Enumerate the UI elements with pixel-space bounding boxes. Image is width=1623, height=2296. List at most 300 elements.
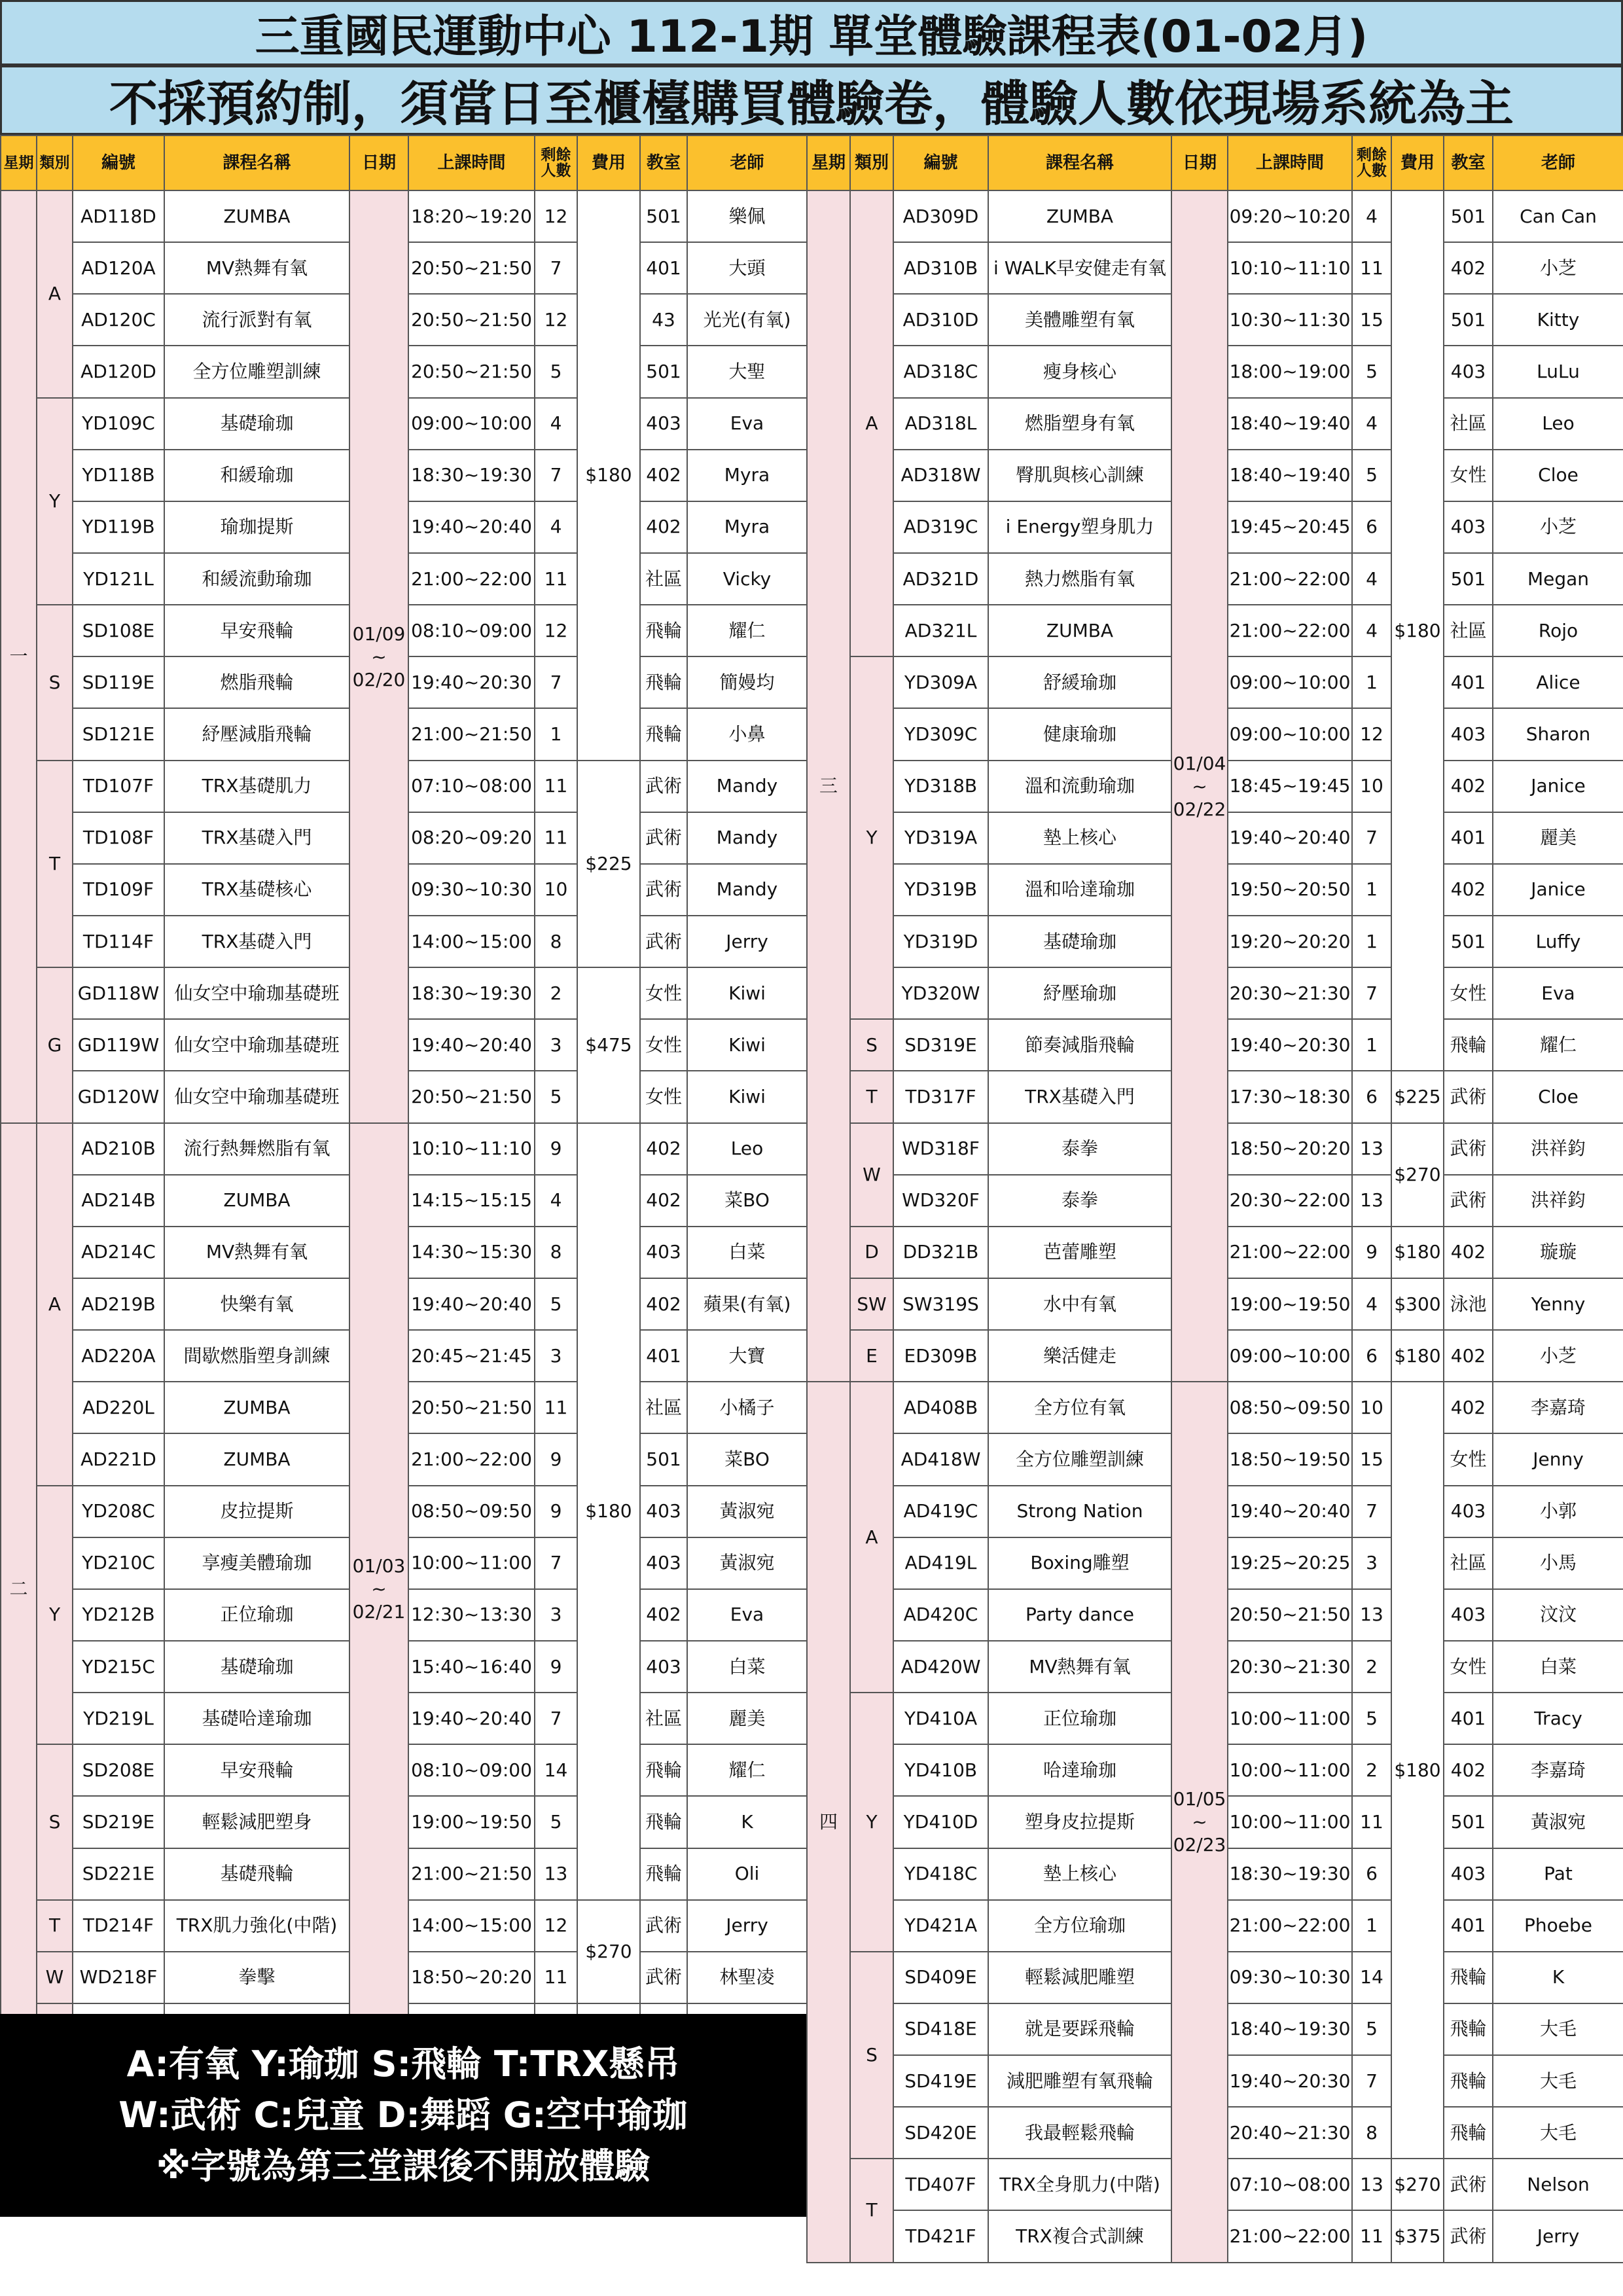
- course-name: TRX基礎入門: [164, 812, 349, 864]
- class-time: 19:00~19:50: [1228, 1278, 1352, 1330]
- col-day: 星期: [807, 135, 850, 190]
- remaining-count: 9: [535, 1486, 577, 1537]
- course-name: TRX基礎核心: [164, 864, 349, 916]
- course-code: YD215C: [73, 1641, 164, 1693]
- course-name: 早安飛輪: [164, 1744, 349, 1796]
- room-cell: 402: [1444, 761, 1493, 812]
- room-cell: 武術: [640, 916, 687, 967]
- course-name: 流行派對有氧: [164, 294, 349, 346]
- course-code: AD310D: [893, 294, 988, 346]
- teacher-cell: Kiwi: [687, 1019, 807, 1071]
- course-code: SD208E: [73, 1744, 164, 1796]
- course-name: Strong Nation: [988, 1486, 1171, 1537]
- course-name: 燃脂塑身有氧: [988, 398, 1171, 450]
- course-code: AD118D: [73, 190, 164, 242]
- room-cell: 社區: [1444, 398, 1493, 450]
- teacher-cell: Eva: [687, 398, 807, 450]
- remaining-count: 7: [1352, 1486, 1391, 1537]
- course-code: GD119W: [73, 1019, 164, 1071]
- fee-cell: $300: [1391, 1278, 1444, 1330]
- course-name: 全方位雕塑訓練: [988, 1433, 1171, 1485]
- col-time: 上課時間: [408, 135, 535, 190]
- remaining-count: 1: [535, 708, 577, 760]
- course-code: SD219E: [73, 1796, 164, 1848]
- room-cell: 女性: [1444, 1641, 1493, 1693]
- remaining-count: 4: [1352, 1278, 1391, 1330]
- room-cell: 402: [640, 1175, 687, 1227]
- teacher-cell: 蘋果(有氧): [687, 1278, 807, 1330]
- course-code: YD418C: [893, 1848, 988, 1900]
- remaining-count: 6: [1352, 501, 1391, 553]
- course-code: SD221E: [73, 1848, 164, 1900]
- class-time: 08:10~09:00: [408, 605, 535, 656]
- course-code: YD319D: [893, 916, 988, 967]
- remaining-count: 1: [1352, 916, 1391, 967]
- course-code: AD221D: [73, 1433, 164, 1485]
- remaining-count: 12: [535, 190, 577, 242]
- col-room: 教室: [1444, 135, 1493, 190]
- course-name: 熱力燃脂有氧: [988, 553, 1171, 605]
- course-name: 快樂有氧: [164, 1278, 349, 1330]
- remaining-count: 8: [535, 916, 577, 967]
- teacher-cell: 白菜: [687, 1641, 807, 1693]
- teacher-cell: 李嘉琦: [1493, 1382, 1623, 1433]
- teacher-cell: Mandy: [687, 761, 807, 812]
- teacher-cell: Jenny: [1493, 1433, 1623, 1485]
- class-time: 09:20~10:20: [1228, 190, 1352, 242]
- teacher-cell: 菜BO: [687, 1433, 807, 1485]
- remaining-count: 7: [535, 1693, 577, 1744]
- room-cell: 社區: [1444, 1537, 1493, 1589]
- course-name: ZUMBA: [164, 190, 349, 242]
- room-cell: 402: [1444, 242, 1493, 294]
- class-time: 19:40~20:30: [1228, 2055, 1352, 2107]
- course-code: SW319S: [893, 1278, 988, 1330]
- teacher-cell: 李嘉琦: [1493, 1744, 1623, 1796]
- date-range-cell: 01/04 ~ 02/22: [1171, 190, 1228, 1382]
- room-cell: 403: [640, 1486, 687, 1537]
- remaining-count: 7: [535, 242, 577, 294]
- course-code: SD419E: [893, 2055, 988, 2107]
- date-range-cell: 01/03 ~ 02/21: [349, 1123, 408, 2056]
- course-name: 基礎哈達瑜珈: [164, 1693, 349, 1744]
- course-code: AD419C: [893, 1486, 988, 1537]
- fee-cell: $475: [577, 967, 640, 1122]
- class-time: 18:30~19:30: [408, 450, 535, 501]
- room-cell: 403: [1444, 346, 1493, 397]
- teacher-cell: Mandy: [687, 864, 807, 916]
- room-cell: 武術: [640, 761, 687, 812]
- category-cell: Y: [37, 1486, 73, 1745]
- class-time: 09:00~10:00: [1228, 1330, 1352, 1382]
- category-cell: W: [850, 1123, 893, 1227]
- course-name: 健康瑜珈: [988, 708, 1171, 760]
- teacher-cell: 大聖: [687, 346, 807, 397]
- course-code: SD108E: [73, 605, 164, 656]
- course-name: 全方位瑜珈: [988, 1900, 1171, 1952]
- legend-line-3: ※字號為第三堂課後不開放體驗: [156, 2145, 651, 2187]
- course-name: 和緩瑜珈: [164, 450, 349, 501]
- class-time: 19:25~20:25: [1228, 1537, 1352, 1589]
- remaining-count: 12: [535, 1900, 577, 1952]
- class-time: 21:00~22:00: [1228, 605, 1352, 656]
- table-row: [807, 190, 1623, 242]
- course-code: TD421F: [893, 2210, 988, 2262]
- class-time: 19:40~20:30: [408, 656, 535, 708]
- category-cell: T: [850, 1071, 893, 1122]
- course-code: AD318L: [893, 398, 988, 450]
- fee-cell: $225: [1391, 1071, 1444, 1122]
- class-time: 19:40~20:40: [1228, 1486, 1352, 1537]
- remaining-count: 6: [1352, 1848, 1391, 1900]
- col-remaining: 剩餘人數: [535, 135, 577, 190]
- remaining-count: 1: [1352, 1019, 1391, 1071]
- teacher-cell: Luffy: [1493, 916, 1623, 967]
- category-cell: W: [37, 1952, 73, 2003]
- room-cell: 402: [640, 1589, 687, 1641]
- col-day: 星期: [1, 135, 37, 190]
- class-time: 10:00~11:00: [1228, 1796, 1352, 1848]
- room-cell: 女性: [640, 967, 687, 1019]
- course-name: 紓壓減脂飛輪: [164, 708, 349, 760]
- course-name: 芭蕾雕塑: [988, 1227, 1171, 1278]
- remaining-count: 3: [535, 1589, 577, 1641]
- teacher-cell: 耀仁: [687, 1744, 807, 1796]
- header-row: [1, 135, 807, 190]
- course-code: YD119B: [73, 501, 164, 553]
- col-code: 編號: [73, 135, 164, 190]
- course-code: TD407F: [893, 2159, 988, 2210]
- date-range-cell: 01/09 ~ 02/20: [349, 190, 408, 1123]
- category-cell: S: [850, 1952, 893, 2159]
- course-name: 墊上核心: [988, 1848, 1171, 1900]
- course-code: GD118W: [73, 967, 164, 1019]
- teacher-cell: Jerry: [1493, 2210, 1623, 2262]
- room-cell: 武術: [1444, 1071, 1493, 1122]
- course-name: 樂活健走: [988, 1330, 1171, 1382]
- remaining-count: 10: [1352, 761, 1391, 812]
- course-code: YD319A: [893, 812, 988, 864]
- remaining-count: 1: [1352, 864, 1391, 916]
- course-code: SD418E: [893, 2003, 988, 2055]
- class-time: 19:40~20:40: [408, 501, 535, 553]
- room-cell: 武術: [640, 812, 687, 864]
- class-time: 18:40~19:30: [1228, 2003, 1352, 2055]
- room-cell: 401: [1444, 1693, 1493, 1744]
- course-name: TRX基礎入門: [988, 1071, 1171, 1122]
- room-cell: 402: [1444, 1330, 1493, 1382]
- class-time: 21:00~22:00: [1228, 1227, 1352, 1278]
- class-time: 19:20~20:20: [1228, 916, 1352, 967]
- teacher-cell: Eva: [1493, 967, 1623, 1019]
- course-name: 減肥雕塑有氧飛輪: [988, 2055, 1171, 2107]
- remaining-count: 12: [535, 294, 577, 346]
- category-cell: S: [850, 1019, 893, 1071]
- course-name: ZUMBA: [164, 1433, 349, 1485]
- teacher-cell: Cloe: [1493, 450, 1623, 501]
- class-time: 08:20~09:20: [408, 812, 535, 864]
- class-time: 19:40~20:30: [1228, 1019, 1352, 1071]
- teacher-cell: Yenny: [1493, 1278, 1623, 1330]
- teacher-cell: 菜BO: [687, 1175, 807, 1227]
- class-time: 21:00~22:00: [1228, 2210, 1352, 2262]
- course-code: WD318F: [893, 1123, 988, 1175]
- course-code: AD120C: [73, 294, 164, 346]
- remaining-count: 5: [1352, 1693, 1391, 1744]
- fee-cell: $180: [577, 190, 640, 761]
- teacher-cell: 黃淑宛: [1493, 1796, 1623, 1848]
- course-name: 皮拉提斯: [164, 1486, 349, 1537]
- category-cell: A: [850, 1382, 893, 1693]
- fee-cell: $375: [1391, 2210, 1444, 2262]
- remaining-count: 7: [535, 450, 577, 501]
- teacher-cell: 林聖凌: [687, 1952, 807, 2003]
- col-category: 類別: [37, 135, 73, 190]
- class-time: 14:30~15:30: [408, 1227, 535, 1278]
- fee-cell: $270: [577, 1900, 640, 2003]
- remaining-count: 9: [535, 1433, 577, 1485]
- teacher-cell: Cloe: [1493, 1071, 1623, 1122]
- room-cell: 402: [640, 501, 687, 553]
- room-cell: 女性: [640, 1019, 687, 1071]
- teacher-cell: 小鼻: [687, 708, 807, 760]
- teacher-cell: 大毛: [1493, 2107, 1623, 2159]
- course-name: 燃脂飛輪: [164, 656, 349, 708]
- class-time: 09:30~10:30: [1228, 1952, 1352, 2003]
- room-cell: 403: [1444, 1486, 1493, 1537]
- room-cell: 社區: [640, 1693, 687, 1744]
- category-cell: D: [850, 1227, 893, 1278]
- room-cell: 501: [1444, 916, 1493, 967]
- class-time: 10:00~11:00: [408, 1537, 535, 1589]
- col-fee: 費用: [577, 135, 640, 190]
- fee-cell: $270: [1391, 1123, 1444, 1227]
- course-code: YD309C: [893, 708, 988, 760]
- course-name: 輕鬆減肥塑身: [164, 1796, 349, 1848]
- class-time: 09:00~10:00: [408, 398, 535, 450]
- course-name: 和緩流動瑜珈: [164, 553, 349, 605]
- course-name: 哈達瑜珈: [988, 1744, 1171, 1796]
- class-time: 18:45~19:45: [1228, 761, 1352, 812]
- room-cell: 女性: [1444, 1433, 1493, 1485]
- room-cell: 402: [1444, 1227, 1493, 1278]
- class-time: 15:40~16:40: [408, 1641, 535, 1693]
- course-name: 正位瑜珈: [988, 1693, 1171, 1744]
- teacher-cell: 璇璇: [1493, 1227, 1623, 1278]
- category-cell: A: [850, 190, 893, 656]
- teacher-cell: 大毛: [1493, 2003, 1623, 2055]
- remaining-count: 6: [1352, 1071, 1391, 1122]
- remaining-count: 5: [535, 346, 577, 397]
- teacher-cell: 洪祥鈞: [1493, 1175, 1623, 1227]
- room-cell: 403: [640, 398, 687, 450]
- room-cell: 女性: [1444, 450, 1493, 501]
- course-code: SD409E: [893, 1952, 988, 2003]
- col-teacher: 老師: [1493, 135, 1623, 190]
- teacher-cell: Janice: [1493, 864, 1623, 916]
- course-name: MV熱舞有氧: [164, 242, 349, 294]
- remaining-count: 11: [535, 812, 577, 864]
- col-teacher: 老師: [687, 135, 807, 190]
- room-cell: 武術: [640, 864, 687, 916]
- course-name: i WALK早安健走有氧: [988, 242, 1171, 294]
- teacher-cell: 光光(有氧): [687, 294, 807, 346]
- remaining-count: 5: [1352, 2003, 1391, 2055]
- teacher-cell: Leo: [1493, 398, 1623, 450]
- fee-cell: $180: [1391, 1227, 1444, 1278]
- teacher-cell: Myra: [687, 501, 807, 553]
- class-time: 21:00~22:00: [408, 1433, 535, 1485]
- teacher-cell: 麗美: [687, 1693, 807, 1744]
- course-name: MV熱舞有氧: [164, 1227, 349, 1278]
- course-code: TD214F: [73, 1900, 164, 1952]
- category-cell: E: [850, 1330, 893, 1382]
- room-cell: 武術: [1444, 1123, 1493, 1175]
- teacher-cell: Jerry: [687, 1900, 807, 1952]
- course-code: GD120W: [73, 1071, 164, 1122]
- course-code: YD421A: [893, 1900, 988, 1952]
- course-code: AD318C: [893, 346, 988, 397]
- teacher-cell: Vicky: [687, 553, 807, 605]
- remaining-count: 13: [1352, 1123, 1391, 1175]
- teacher-cell: K: [687, 1796, 807, 1848]
- room-cell: 401: [1444, 656, 1493, 708]
- course-code: AD319C: [893, 501, 988, 553]
- room-cell: 501: [640, 346, 687, 397]
- teacher-cell: 白菜: [1493, 1641, 1623, 1693]
- course-code: ED309B: [893, 1330, 988, 1382]
- course-code: AD220A: [73, 1330, 164, 1382]
- col-date: 日期: [1171, 135, 1228, 190]
- room-cell: 403: [1444, 501, 1493, 553]
- teacher-cell: 小橘子: [687, 1382, 807, 1433]
- course-name: 美體雕塑有氧: [988, 294, 1171, 346]
- schedule-table-left: [0, 135, 808, 2056]
- course-name: ZUMBA: [988, 605, 1171, 656]
- room-cell: 402: [640, 450, 687, 501]
- course-code: YD320W: [893, 967, 988, 1019]
- course-code: SD420E: [893, 2107, 988, 2159]
- course-name: MV熱舞有氧: [988, 1641, 1171, 1693]
- remaining-count: 15: [1352, 294, 1391, 346]
- class-time: 08:50~09:50: [408, 1486, 535, 1537]
- remaining-count: 7: [535, 656, 577, 708]
- teacher-cell: 白菜: [687, 1227, 807, 1278]
- course-name: 我最輕鬆飛輪: [988, 2107, 1171, 2159]
- class-time: 18:00~19:00: [1228, 346, 1352, 397]
- teacher-cell: 小芝: [1493, 242, 1623, 294]
- room-cell: 武術: [1444, 2159, 1493, 2210]
- fee-cell: $225: [577, 761, 640, 968]
- class-time: 20:30~22:00: [1228, 1175, 1352, 1227]
- course-name: ZUMBA: [164, 1382, 349, 1433]
- teacher-cell: Kiwi: [687, 967, 807, 1019]
- course-code: YD318B: [893, 761, 988, 812]
- room-cell: 武術: [640, 1952, 687, 2003]
- remaining-count: 11: [535, 1382, 577, 1433]
- course-name: TRX肌力強化(中階): [164, 1900, 349, 1952]
- room-cell: 飛輪: [640, 708, 687, 760]
- course-code: WD218F: [73, 1952, 164, 2003]
- course-code: DD321B: [893, 1227, 988, 1278]
- course-name: 基礎瑜珈: [164, 398, 349, 450]
- room-cell: 飛輪: [640, 605, 687, 656]
- course-name: 臀肌與核心訓練: [988, 450, 1171, 501]
- room-cell: 401: [640, 1330, 687, 1382]
- remaining-count: 4: [535, 398, 577, 450]
- teacher-cell: Myra: [687, 450, 807, 501]
- category-cell: S: [37, 605, 73, 760]
- category-legend: [0, 2014, 806, 2217]
- teacher-cell: 洪祥鈞: [1493, 1123, 1623, 1175]
- course-code: AD220L: [73, 1382, 164, 1433]
- page-subtitle: 不採預約制，須當日至櫃檯購買體驗卷，體驗人數依現場系統為主: [0, 65, 1623, 135]
- course-code: SD319E: [893, 1019, 988, 1071]
- course-name: ZUMBA: [164, 1175, 349, 1227]
- teacher-cell: 大寶: [687, 1330, 807, 1382]
- remaining-count: 10: [535, 864, 577, 916]
- room-cell: 402: [1444, 1382, 1493, 1433]
- course-code: WD320F: [893, 1175, 988, 1227]
- room-cell: 社區: [1444, 605, 1493, 656]
- room-cell: 401: [1444, 1900, 1493, 1952]
- course-name: 基礎飛輪: [164, 1848, 349, 1900]
- class-time: 21:00~22:00: [408, 553, 535, 605]
- teacher-cell: 大頭: [687, 242, 807, 294]
- teacher-cell: 小馬: [1493, 1537, 1623, 1589]
- course-code: SD119E: [73, 656, 164, 708]
- course-code: AD120D: [73, 346, 164, 397]
- course-code: YD309A: [893, 656, 988, 708]
- room-cell: 女性: [1444, 967, 1493, 1019]
- legend-line-1: A:有氧 Y:瑜珈 S:飛輪 T:TRX懸吊: [126, 2043, 680, 2085]
- class-time: 21:00~22:00: [1228, 1900, 1352, 1952]
- teacher-cell: 黃淑宛: [687, 1486, 807, 1537]
- course-code: AD408B: [893, 1382, 988, 1433]
- course-name: 泰拳: [988, 1123, 1171, 1175]
- remaining-count: 2: [535, 967, 577, 1019]
- teacher-cell: Pat: [1493, 1848, 1623, 1900]
- remaining-count: 5: [535, 1796, 577, 1848]
- remaining-count: 12: [535, 605, 577, 656]
- course-name: 間歇燃脂塑身訓練: [164, 1330, 349, 1382]
- col-fee: 費用: [1391, 135, 1444, 190]
- remaining-count: 14: [535, 1744, 577, 1796]
- teacher-cell: 汶汶: [1493, 1589, 1623, 1641]
- course-name: i Energy塑身肌力: [988, 501, 1171, 553]
- course-name: 瑜珈提斯: [164, 501, 349, 553]
- room-cell: 飛輪: [1444, 2107, 1493, 2159]
- teacher-cell: Alice: [1493, 656, 1623, 708]
- course-name: TRX基礎肌力: [164, 761, 349, 812]
- course-name: 流行熱舞燃脂有氧: [164, 1123, 349, 1175]
- course-code: AD321D: [893, 553, 988, 605]
- teacher-cell: Phoebe: [1493, 1900, 1623, 1952]
- remaining-count: 4: [1352, 398, 1391, 450]
- class-time: 19:45~20:45: [1228, 501, 1352, 553]
- remaining-count: 5: [1352, 450, 1391, 501]
- course-code: YD319B: [893, 864, 988, 916]
- class-time: 20:50~21:50: [408, 346, 535, 397]
- course-code: AD214C: [73, 1227, 164, 1278]
- room-cell: 飛輪: [640, 1796, 687, 1848]
- course-code: YD410D: [893, 1796, 988, 1848]
- category-cell: Y: [37, 398, 73, 605]
- course-name: ZUMBA: [988, 190, 1171, 242]
- remaining-count: 9: [535, 1123, 577, 1175]
- course-code: AD120A: [73, 242, 164, 294]
- col-course-name: 課程名稱: [988, 135, 1171, 190]
